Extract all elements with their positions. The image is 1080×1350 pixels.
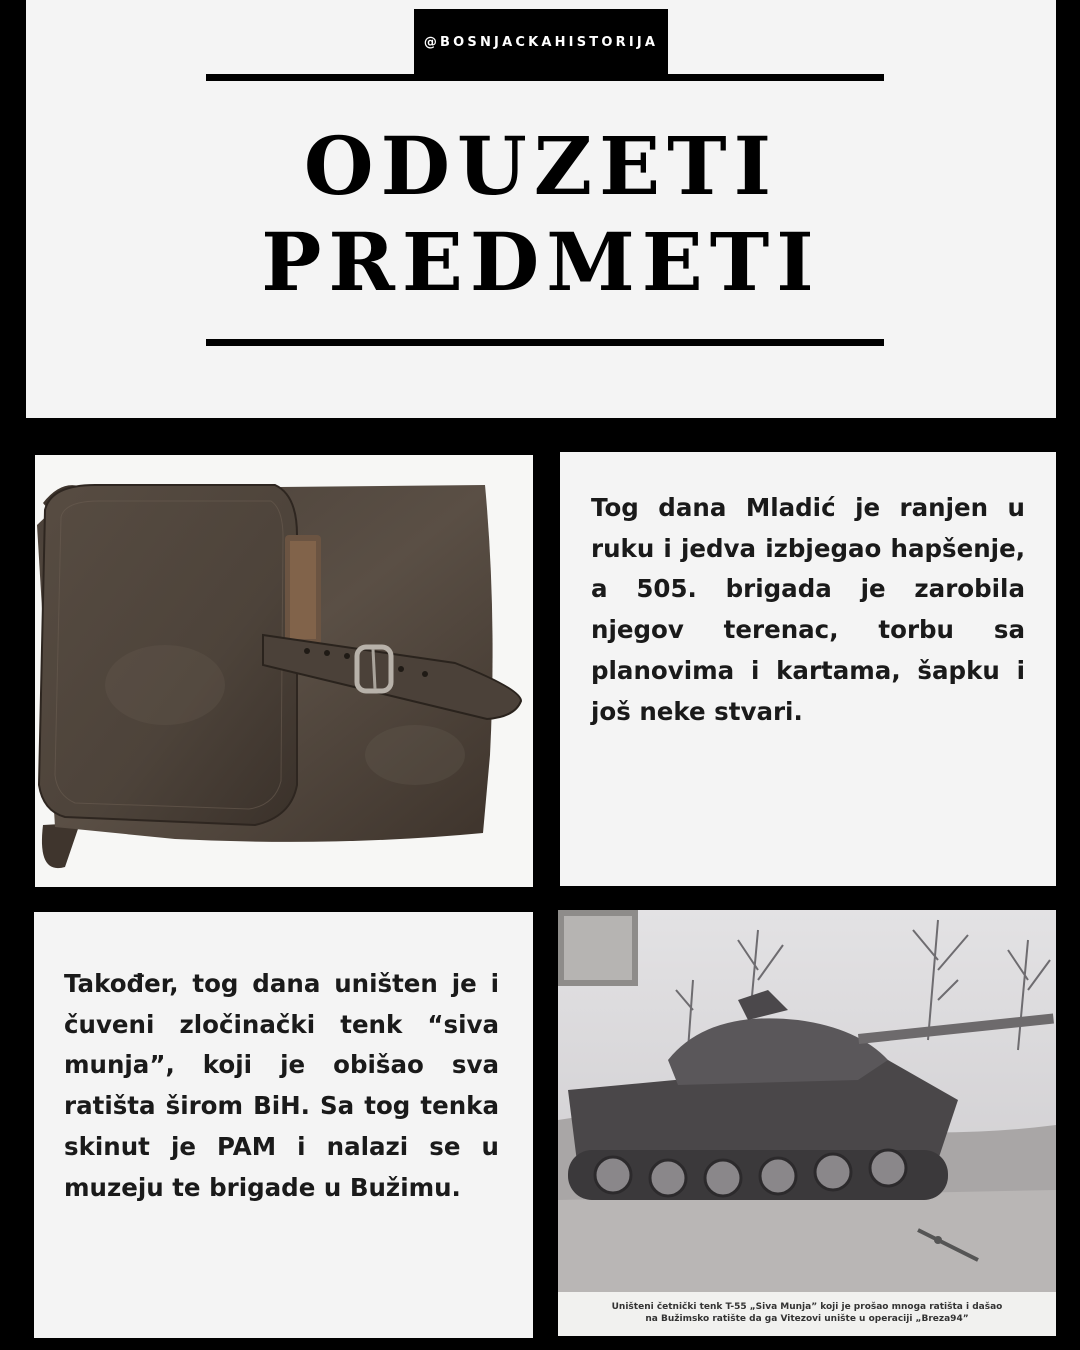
caption-line-1: Uništeni četnički tenk T-55 „Siva Munja” koji je prošao mnoga ratišta i dašao	[611, 1302, 1003, 1312]
title-line-2: PREDMETI	[261, 215, 821, 309]
text-panel-bag	[560, 452, 1056, 886]
caption-line-2: na Bužimsko ratište da ga Vitezovi unište u operaciji „Breza94”	[645, 1314, 969, 1324]
page-title	[26, 118, 1056, 310]
title-line-1: ODUZETI	[303, 119, 779, 213]
text-panel-tank	[34, 912, 533, 1338]
photo-caption	[558, 1292, 1056, 1336]
bag-description: Tog dana Mladić je ranjen u ruku i jedva izbjegao hapšenje, a 505. brigada je zarobila njegov terenac, torbu sa planovima i kartama, šapku i još neke stvari.	[591, 493, 1025, 726]
divider-top	[206, 74, 884, 81]
leather-bag-photo	[35, 455, 533, 887]
destroyed-tank-illustration	[558, 910, 1056, 1292]
account-handle: @BOSNJACKAHISTORIJA	[414, 9, 668, 75]
divider-bottom	[206, 339, 884, 346]
header-panel	[26, 0, 1056, 418]
tank-photo	[558, 910, 1056, 1336]
leather-bag-illustration	[35, 455, 533, 887]
tank-description: Također, tog dana uništen je i čuveni zločinački tenk “siva munja”, koji je obišao sva ratišta širom BiH. Sa tog tenka skinut je PAM i nalazi se u muzeju te brigade u Bužimu.	[64, 969, 499, 1202]
